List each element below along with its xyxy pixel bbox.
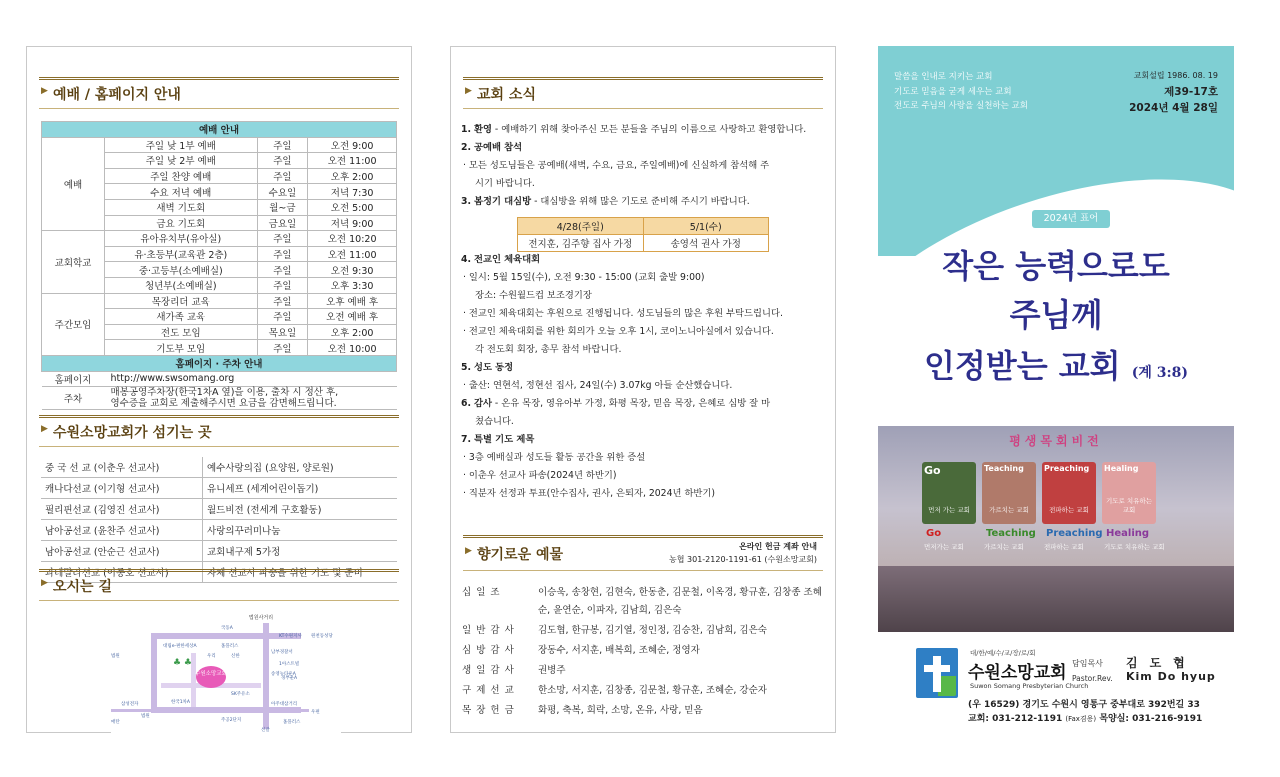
vision-card-ko: 기도로 치유하는 교회	[1105, 497, 1153, 514]
motto-2: 기도로 믿음을 굳게 세우는 교회	[894, 86, 1012, 97]
news-line: · 출산: 연현석, 정현선 집사, 24일(수) 3.07kg 아들 순산했습니다.	[463, 380, 733, 391]
mission-support: 유니세프 (세계어린이돕기)	[203, 478, 398, 499]
offering-names: 이승욱, 송창현, 김현숙, 한동춘, 김문철, 이옥경, 황규훈, 김창종 조혜순, 윤연순, 이파자, 김남희, 김은숙	[538, 587, 822, 616]
triangle-bullet-icon: ▶	[465, 86, 472, 96]
news-item-prayer: 7. 특별 기도 제목	[461, 434, 535, 445]
map-section-title: 오시는 길	[53, 579, 112, 595]
visit-date-2: 5/1(수)	[643, 218, 769, 235]
schedule-day: 주일	[257, 293, 308, 309]
fax-note: (Fax겸용)	[1065, 715, 1097, 723]
schedule-name: 중·고등부(소예배실)	[105, 262, 258, 278]
triangle-bullet-icon: ▶	[41, 86, 48, 96]
map-label: 송영뉴타운A	[271, 672, 296, 677]
schedule-time: 오전 10:20	[308, 231, 397, 247]
worship-section-header	[39, 77, 399, 109]
map-top-label: 법원사거리	[248, 615, 274, 621]
vision-card-en: Preaching	[1044, 464, 1090, 473]
parking-label: 주차	[42, 387, 105, 410]
schedule-name: 새가족 교육	[105, 309, 258, 325]
schedule-day: 주일	[257, 277, 308, 293]
mission-support: 자체 선교사 파송을 위한 기도 및 준비	[203, 562, 398, 583]
slogan-line-3-text: 인정받는 교회	[923, 347, 1121, 385]
slogan-line-3	[878, 341, 1234, 387]
worship-section-title: 예배 / 홈페이지 안내	[53, 87, 181, 103]
mission-field: 필리핀선교 (김영진 선교사)	[41, 499, 203, 520]
offering-type: 십 일 조	[462, 587, 501, 598]
pastor-name: 김도협	[1126, 656, 1197, 670]
news-line: · 직분자 선정과 투표(안수집사, 권사, 은퇴자, 2024년 하반기)	[463, 488, 716, 499]
vision-label: Teaching	[986, 528, 1036, 539]
offering-section-header	[463, 535, 823, 571]
table-row	[42, 231, 397, 247]
slogan-reference: (계 3:8)	[1131, 365, 1189, 381]
offering-names: 장동수, 서지훈, 배복희, 조혜순, 정영자	[538, 645, 700, 656]
triangle-bullet-icon: ▶	[41, 424, 48, 434]
vision-sub: 전파하는 교회	[1044, 543, 1084, 551]
parking-line-2: 영수증을 교회로 제출해주시면 요금을 감면해드립니다.	[110, 398, 337, 410]
pastor-title: 담임목사	[1072, 659, 1103, 668]
news-line: · 일시: 5월 15일(수), 오전 9:30 - 15:00 (교회 출발 9:00)	[463, 272, 705, 283]
vision-label: Go	[926, 528, 942, 539]
group-label: 교회학교	[42, 231, 105, 293]
offering-type: 심 방 감 사	[462, 645, 515, 656]
mission-field: 남아공선교 (안순근 선교사)	[41, 541, 203, 562]
parking-row	[42, 387, 397, 410]
visit-schedule-table	[517, 217, 769, 252]
group-label: 예배	[42, 137, 105, 231]
map-label: 남부경찰서	[271, 650, 293, 655]
vision-card-ko: 먼저 가는 교회	[928, 506, 970, 514]
schedule-day: 주일	[257, 168, 308, 184]
mission-section-header	[39, 415, 399, 447]
vision-sub: 가르치는 교회	[984, 543, 1024, 551]
schedule-name: 청년부(소예배실)	[105, 277, 258, 293]
map-label: 아주대삼거리	[271, 702, 298, 707]
schedule-time: 오전 11:00	[308, 153, 397, 169]
news-line: · 전교인 체육대회를 위한 회의가 오늘 오후 1시, 코이노니아실에서 있습니다.	[463, 326, 774, 337]
table-header-row	[42, 122, 397, 138]
congregation-photo	[878, 566, 1234, 632]
schedule-name: 기도부 모임	[105, 340, 258, 356]
map-label: 홈플러스	[283, 720, 301, 725]
offering-names: 김도협, 한규봉, 김기열, 정인정, 김승찬, 김남희, 김은숙	[538, 625, 767, 636]
offering-row	[461, 621, 823, 641]
table-row	[42, 293, 397, 309]
offering-type: 생 일 감 사	[462, 665, 515, 676]
news-line: · 전교인 체육대회는 후원으로 진행됩니다. 성도님들의 많은 후원 부탁드립니다.	[463, 308, 783, 319]
news-section-title: 교회 소식	[477, 87, 536, 103]
parking-info	[105, 387, 397, 410]
triangle-bullet-icon: ▶	[465, 546, 472, 556]
visit-family-2: 송영석 권사 가정	[643, 235, 769, 252]
schedule-time: 오전 예배 후	[308, 309, 397, 325]
church-name-english: Suwon Somang Presbyterian Church	[970, 682, 1089, 690]
offering-row	[461, 641, 823, 661]
offering-names: 한소망, 서지훈, 김창종, 김문철, 황규훈, 조혜순, 강순자	[538, 685, 767, 696]
visit-date-1: 4/28(주일)	[518, 218, 644, 235]
account-title: 온라인 헌금 계좌 안내	[739, 542, 817, 551]
schedule-day: 주일	[257, 309, 308, 325]
church-name: 수원소망교회	[968, 663, 1067, 683]
map-label: 국동A	[221, 626, 233, 631]
news-line: 쳤습니다.	[475, 416, 514, 427]
offering-row	[461, 583, 823, 621]
schedule-name: 유아유치부(유아실)	[105, 231, 258, 247]
homepage-label: 홈페이지	[42, 371, 105, 387]
vision-sub: 기도로 치유하는 교회	[1104, 543, 1165, 551]
map-section-header	[39, 569, 399, 601]
offering-names: 화평, 축복, 희락, 소망, 온유, 사랑, 믿음	[538, 705, 703, 716]
pastor-name-english: Kim Do hyup	[1126, 670, 1216, 683]
panel-cover	[878, 46, 1234, 733]
schedule-name: 유·초등부(교육관 2층)	[105, 246, 258, 262]
schedule-day: 주일	[257, 231, 308, 247]
schedule-name: 전도 모임	[105, 324, 258, 340]
pastor-office-phone: 목양실: 031-216-9191	[1099, 714, 1203, 724]
map-label: 경부운A	[281, 676, 298, 681]
offering-type: 목 장 헌 금	[462, 705, 515, 716]
schedule-time: 오전 9:00	[308, 137, 397, 153]
news-line: · 모든 성도님들은 공예배(새벽, 수요, 금요, 주일예배)에 신실하게 참석해 주	[463, 160, 770, 171]
table-row	[42, 137, 397, 153]
news-line: 시기 바랍니다.	[475, 178, 535, 189]
offering-table	[461, 583, 823, 721]
mission-section-title: 수원소망교회가 섬기는 곳	[53, 425, 212, 441]
offering-names: 권병주	[538, 665, 566, 676]
slogan-line-1: 작은 능력으로도	[942, 247, 1170, 285]
homepage-url: http://www.swsomang.org	[105, 371, 397, 387]
map-label: 우편	[311, 710, 320, 715]
panel-church-news	[450, 46, 836, 733]
hp-header-row	[42, 355, 397, 371]
issue-date: 2024년 4월 28일	[1129, 102, 1218, 114]
mission-row	[41, 457, 397, 478]
church-marker	[196, 666, 226, 688]
news-list-top	[461, 121, 823, 211]
triangle-bullet-icon: ▶	[41, 578, 48, 588]
schedule-day: 주일	[257, 246, 308, 262]
schedule-time: 오후 예배 후	[308, 293, 397, 309]
church-mottos	[894, 70, 1028, 114]
schedule-day: 주일	[257, 262, 308, 278]
mission-support: 사랑의꾸러미나눔	[203, 520, 398, 541]
news-item-sports: 4. 전교인 체육대회	[461, 254, 541, 265]
schedule-time: 오전 5:00	[308, 199, 397, 215]
panel-worship-info	[26, 46, 412, 733]
mission-support: 예수사랑의집 (요양원, 양로원)	[203, 457, 398, 478]
schedule-name: 주일 낮 1부 예배	[105, 137, 258, 153]
schedule-time: 오전 9:30	[308, 262, 397, 278]
map-label: 법원	[141, 714, 150, 719]
schedule-time: 오후 3:30	[308, 277, 397, 293]
news-item-members: 5. 성도 동정	[461, 362, 514, 373]
schedule-day: 목요일	[257, 324, 308, 340]
motto-3: 전도로 주님의 사랑을 실천하는 교회	[894, 101, 1028, 111]
map-label: 삼성전자	[121, 702, 139, 707]
schedule-name: 새벽 기도회	[105, 199, 258, 215]
group-label: 주간모임	[42, 293, 105, 355]
motto-1: 말씀을 인내로 지키는 교회	[894, 72, 993, 82]
offering-row	[461, 681, 823, 701]
schedule-day: 주일	[257, 137, 308, 153]
schedule-name: 주일 찬양 예배	[105, 168, 258, 184]
news-item-welcome: 1. 환영 - 예배하기 위해 찾아주신 모든 분들을 주님의 이름으로 사랑하고 환영합니다.	[461, 124, 807, 135]
hp-header: 홈페이지 · 주차 안내	[42, 355, 397, 371]
table-header: 예배 안내	[42, 122, 397, 138]
mission-field: 과테말라선교 (이종호 선교사)	[41, 562, 203, 583]
issue-number: 제39-17호	[1164, 86, 1218, 98]
map-label: 대림e-편한세상A	[163, 644, 197, 649]
worship-schedule-table	[41, 121, 397, 410]
schedule-time: 저녁 7:30	[308, 184, 397, 200]
mission-row	[41, 520, 397, 541]
slogan-line-2: 주님께	[1009, 296, 1103, 334]
offering-type: 구 제 선 교	[462, 685, 515, 696]
schedule-name: 금요 기도회	[105, 215, 258, 231]
mission-support: 월드비전 (전세계 구호활동)	[203, 499, 398, 520]
slogan-badge: 2024년 표어	[1032, 210, 1110, 228]
vision-card	[1042, 462, 1096, 524]
news-item-thanks: 6. 감사 - 온유 목장, 영유아부 가정, 화평 목장, 믿음 목장, 은혜로 심방 잘 마	[461, 398, 771, 409]
vision-card-ko: 전파하는 교회	[1049, 506, 1089, 514]
mission-table	[41, 457, 397, 583]
parking-line-1: 매봉공영주차장(한국1차A 옆)을 이용, 출차 시 정산 후,	[110, 387, 339, 399]
mission-row	[41, 541, 397, 562]
mission-row	[41, 499, 397, 520]
news-line: · 3층 예배실과 성도들 활동 공간을 위한 증설	[463, 452, 646, 463]
vision-card-en: Healing	[1104, 464, 1139, 473]
founded-date: 교회설립 1986. 08. 19	[1133, 71, 1218, 80]
vision-card	[982, 462, 1036, 524]
schedule-time: 오전 10:00	[308, 340, 397, 356]
vision-card-en: Teaching	[984, 464, 1024, 473]
news-section-header	[463, 77, 823, 109]
church-address	[968, 698, 1202, 726]
mission-row	[41, 478, 397, 499]
map-label: 신한	[231, 654, 240, 659]
church-cross-logo-icon	[916, 648, 958, 698]
map-label: 원천동성당	[311, 634, 333, 639]
mission-field: 중 국 선 교 (이춘우 선교사)	[41, 457, 203, 478]
schedule-name: 목장리더 교육	[105, 293, 258, 309]
schedule-time: 오전 11:00	[308, 246, 397, 262]
vision-label: Preaching	[1046, 528, 1103, 539]
schedule-time: 오후 2:00	[308, 168, 397, 184]
news-item-worship: 2. 공예배 참석	[461, 142, 523, 153]
vision-title: 평생목회비전	[1009, 434, 1103, 448]
mission-field: 캐나다선교 (이기형 선교사)	[41, 478, 203, 499]
schedule-time: 저녁 9:00	[308, 215, 397, 231]
vision-banner	[878, 426, 1234, 632]
news-list-bottom	[461, 251, 823, 503]
map-label: 1아스트빌	[279, 662, 300, 667]
vision-card	[1102, 462, 1156, 524]
schedule-name: 수요 저녁 예배	[105, 184, 258, 200]
offering-type: 일 반 감 사	[462, 625, 515, 636]
map-label: 신갈	[261, 728, 270, 733]
news-line: 각 전도회 회장, 총무 참석 바랍니다.	[475, 344, 622, 355]
news-item-visit: 3. 봄정기 대심방 - 대심방을 위해 많은 기도로 준비해 주시기 바랍니다.	[461, 196, 750, 207]
vision-sub: 먼저가는 교회	[924, 543, 964, 551]
map-label: SK주유소	[231, 692, 250, 697]
offering-section-title: 향기로운 예물	[477, 547, 564, 563]
schedule-time: 오후 2:00	[308, 324, 397, 340]
pastor-title-english: Pastor.Rev.	[1072, 674, 1113, 683]
church-phone: 교회: 031-212-1191	[968, 714, 1063, 724]
map-label: 우리	[207, 654, 216, 659]
schedule-day: 월~금	[257, 199, 308, 215]
schedule-day: 주일	[257, 153, 308, 169]
map-label: 주공2단지	[221, 718, 242, 723]
schedule-name: 주일 낮 2부 예배	[105, 153, 258, 169]
denomination: 대/한/예/수/교/장/로/회	[970, 649, 1036, 657]
directions-map	[111, 613, 341, 733]
offering-row	[461, 701, 823, 721]
tree-icon: ♣ ♣	[173, 658, 192, 668]
schedule-day: 금요일	[257, 215, 308, 231]
vision-label: Healing	[1106, 528, 1150, 539]
schedule-day: 수요일	[257, 184, 308, 200]
vision-card-ko: 가르치는 교회	[989, 506, 1029, 514]
vision-card-en: Go	[924, 464, 941, 477]
schedule-day: 주일	[257, 340, 308, 356]
map-label: KT수원지사	[279, 634, 302, 639]
homepage-row	[42, 371, 397, 387]
map-label: 홈플러스	[221, 644, 239, 649]
vision-card	[922, 462, 976, 524]
account-number: 농협 301-2120-1191-61 (수원소망교회)	[669, 555, 817, 564]
issue-info	[1129, 68, 1218, 116]
news-line: 장소: 수원월드컵 보조경기장	[475, 290, 592, 301]
mission-support: 교회내구제 5가정	[203, 541, 398, 562]
offering-row	[461, 661, 823, 681]
mission-field: 남아공선교 (윤찬주 선교사)	[41, 520, 203, 541]
visit-family-1: 전지훈, 김주향 집사 가정	[518, 235, 644, 252]
map-center-label: 수원소망교회	[195, 671, 227, 677]
news-line: · 이춘우 선교사 파송(2024년 하반기)	[463, 470, 617, 481]
map-label: 매탄	[111, 720, 120, 725]
map-label: 한국1차A	[171, 700, 190, 705]
map-label: 법원	[111, 654, 120, 659]
address-line: (우 16529) 경기도 수원시 영통구 중부대로 392번길 33	[968, 700, 1200, 710]
